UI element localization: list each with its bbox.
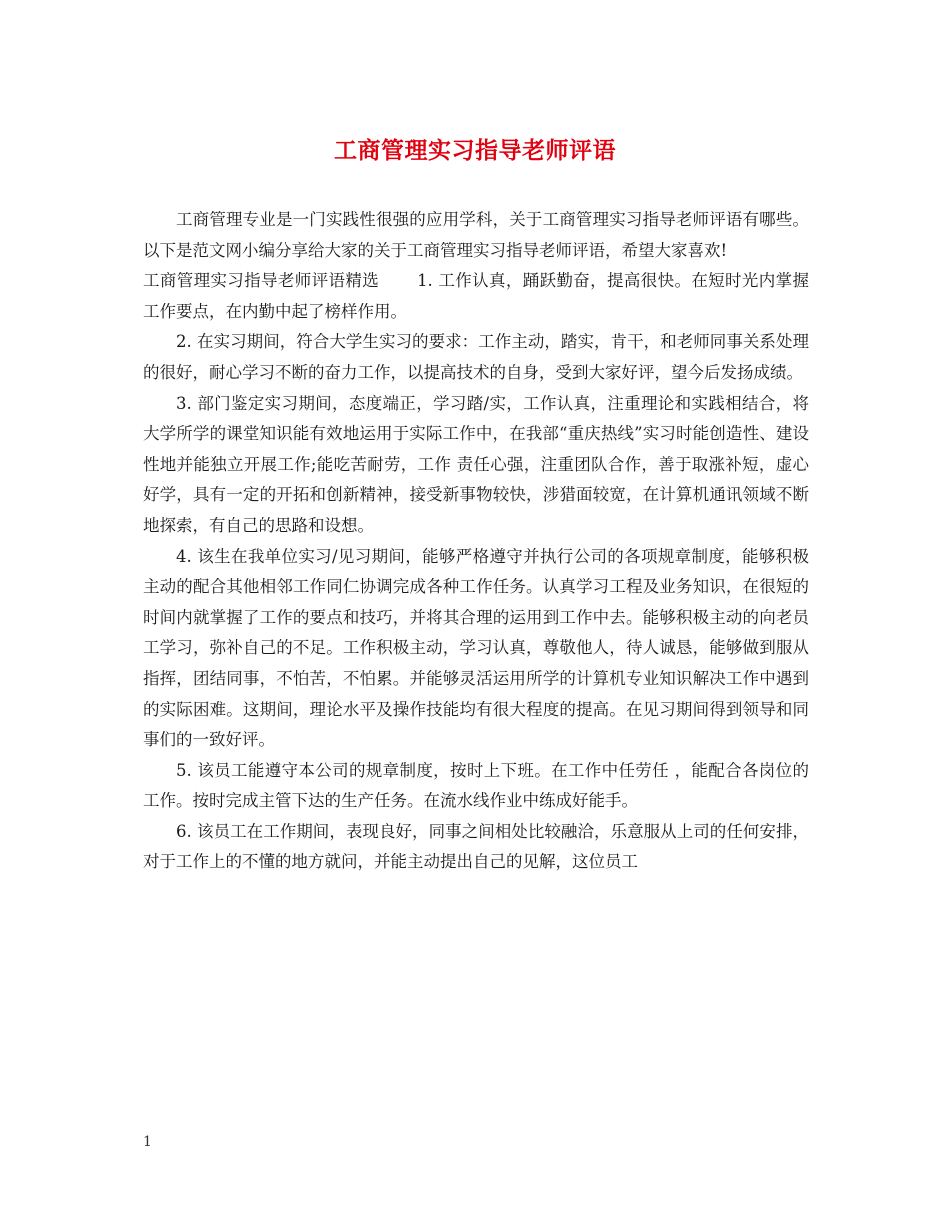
comment-item-2: 2. 在实习期间，符合大学生实习的要求：工作主动，踏实，肯干，和老师同事关系处理的很好，耐心学习不断的奋力工作，以提高技术的自身，受到大家好评，望今后发扬成绩。 — [143, 332, 809, 382]
comment-item-5: 5. 该员工能遵守本公司的规章制度，按时上下班。在工作中任劳任 ，能配合各岗位的工作。按时完成主管下达的生产任务。在流水线作业中练成好能手。 — [143, 760, 809, 811]
page-number: 1 — [143, 1134, 152, 1150]
comment-item-1: 1. 工作认真，踊跃勤奋，提高很快。在短时光内掌握工作要点，在内勤中起了榜样作用。 — [143, 271, 809, 321]
document-title: 工商管理实习指导老师评语 — [334, 137, 616, 164]
comment-item-3: 3. 部门鉴定实习期间，态度端正，学习踏/实，工作认真，注重理论和实践相结合，将大学所学的课堂知识能有效地运用于实际工作中，在我部“重庆热线”实习时能创造性、建设性地并能独立开展工作;能吃苦耐劳，工作 责任心强，注重团队合作，善于取涨补短，虚心好学，具有一定的开拓和创新精神，接受新事物较快，涉猎面较宽，在计算机通讯领域不断地探索，有自己的思路和设想。 — [143, 393, 809, 535]
comment-item-6: 6. 该员工在工作期间，表现良好，同事之间相处比较融洽，乐意服从上司的任何安排，对于工作上的不懂的地方就问，并能主动提出自己的见解，这位员工 — [143, 821, 809, 872]
section-label: 工商管理实习指导老师评语精选 — [143, 271, 380, 291]
document-body — [143, 205, 809, 878]
intro-paragraph: 工商管理专业是一门实践性很强的应用学科，关于工商管理实习指导老师评语有哪些。以下是范文网小编分享给大家的关于工商管理实习指导老师评语，希望大家喜欢! — [143, 210, 809, 260]
section-paragraph — [143, 266, 809, 327]
comment-item-4: 4. 该生在我单位实习/见习期间，能够严格遵守并执行公司的各项规章制度，能够积极主动的配合其他相邻工作同仁协调完成各种工作任务。认真学习工程及业务知识，在很短的时间内就掌握了工作的要点和技巧，并将其合理的运用到工作中去。能够积极主动的向老员工学习，弥补自己的不足。工作积极主动，学习认真，尊敬他人，待人诚恳，能够做到服从指挥，团结同事，不怕苦，不怕累。并能够灵活运用所学的计算机专业知识解决工作中遇到的实际困难。这期间，理论水平及操作技能均有很大程度的提高。在见习期间得到领导和同事们的一致好评。 — [143, 546, 809, 750]
